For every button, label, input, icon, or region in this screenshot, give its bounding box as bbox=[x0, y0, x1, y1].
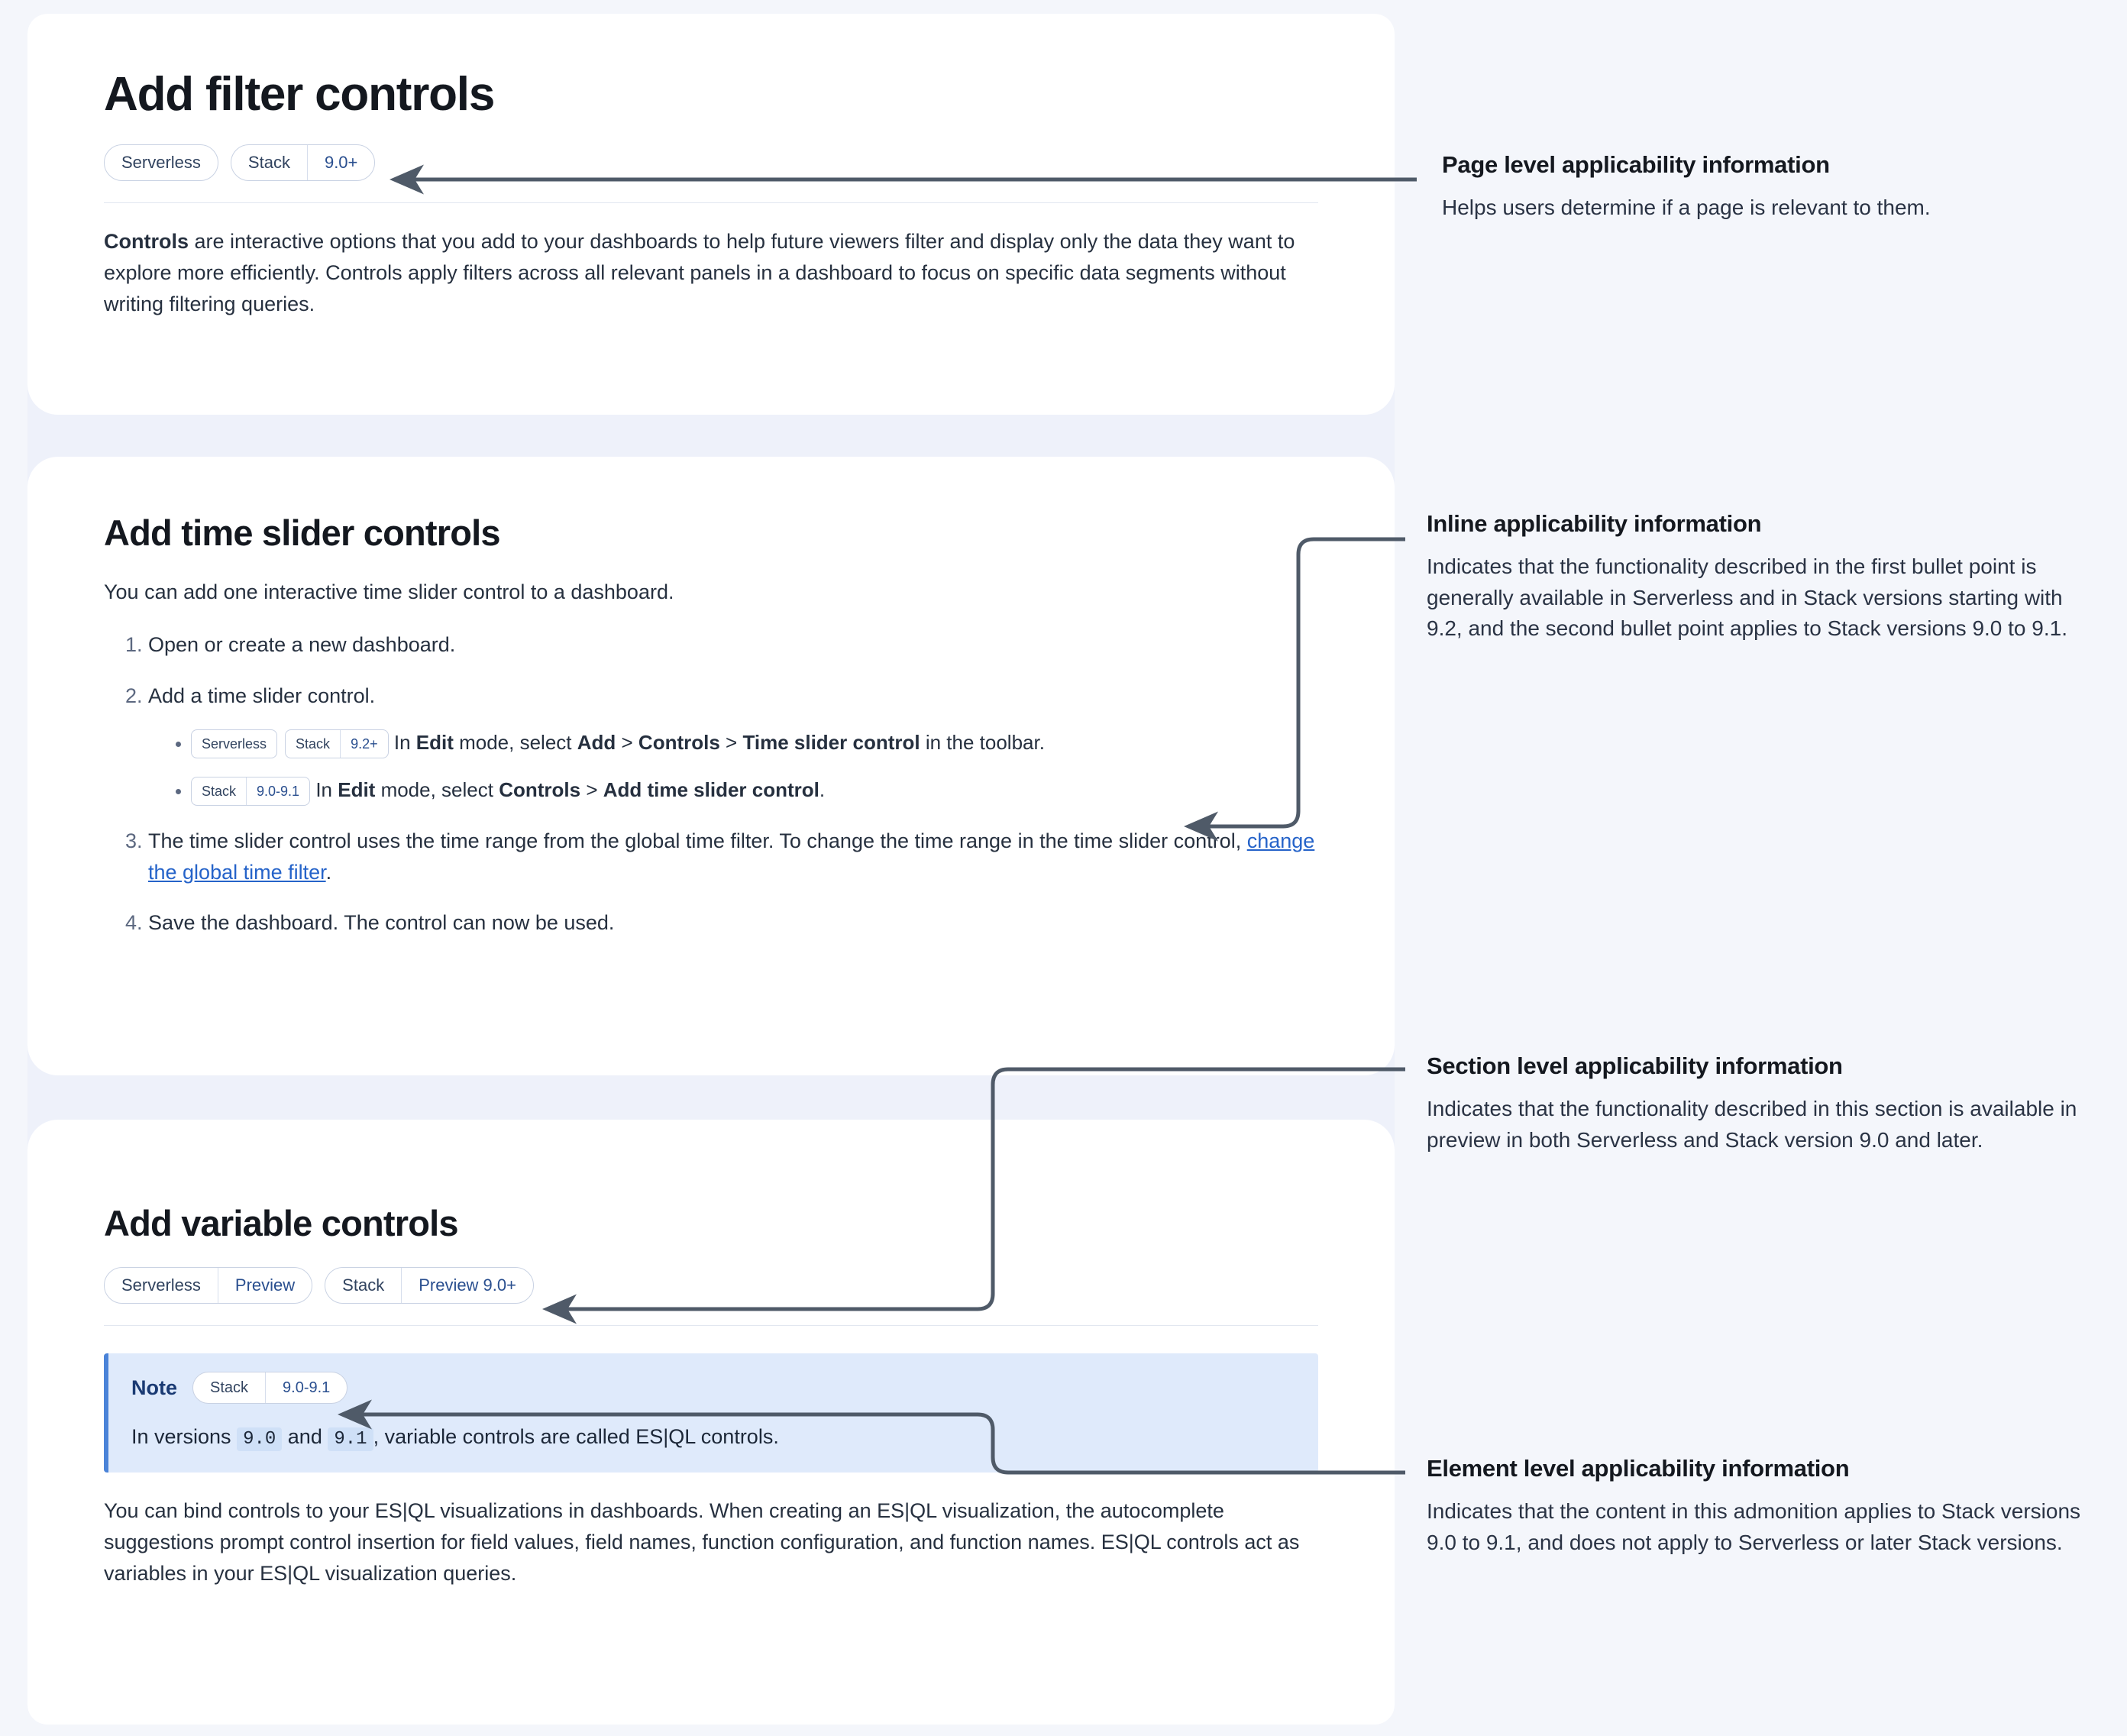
inline-badges-legacy bbox=[191, 777, 310, 806]
list-item bbox=[148, 629, 1318, 661]
divider bbox=[104, 1325, 1318, 1326]
badge-segment: Stack bbox=[247, 153, 290, 172]
annotation-body: Indicates that the functionality described in the first bullet point is generally available in Serverless and in Stack versions starting with 9.2, and the second bullet point applies to Stack versions 9.0 to 9.1. bbox=[1427, 554, 2067, 641]
badge-segment-version: 9.2+ bbox=[340, 730, 388, 758]
time-slider-steps bbox=[104, 629, 1318, 939]
annotation-title: Page level applicability information bbox=[1442, 151, 1830, 178]
badge-segment: Serverless bbox=[121, 153, 201, 172]
badge-segment: • Stack bbox=[202, 783, 237, 799]
section-title-time-slider: Add time slider controls bbox=[104, 512, 500, 553]
list-item bbox=[148, 680, 1318, 807]
inline-code: 9.1 bbox=[328, 1427, 373, 1451]
time-slider-section-panel bbox=[27, 457, 1395, 1075]
list-item bbox=[191, 728, 1318, 758]
badge-segment: Stack bbox=[210, 1379, 249, 1396]
list-item bbox=[148, 907, 1318, 939]
note-admonition bbox=[104, 1353, 1318, 1473]
inline-code: 9.0 bbox=[237, 1427, 282, 1451]
note-text: In versions 9.0 and 9.1 , variable controls are called ES|QL controls. bbox=[131, 1425, 779, 1450]
badge-segment-lifecycle-version: Preview 9.0+ bbox=[401, 1268, 533, 1303]
badge-serverless-preview bbox=[104, 1267, 312, 1304]
documentation-preview bbox=[27, 14, 1395, 1725]
page-applicability-badges bbox=[104, 144, 1318, 181]
badge-stack-version bbox=[192, 1372, 347, 1404]
badge-segment: Stack bbox=[342, 1275, 385, 1295]
badge-segment: • Serverless bbox=[202, 735, 267, 752]
badge-segment-version: 9.0+ bbox=[307, 145, 374, 180]
annotation-body: Helps users determine if a page is relevant to them. bbox=[1442, 196, 1931, 219]
step-text-after: . bbox=[325, 860, 332, 884]
badge-stack-preview bbox=[325, 1267, 534, 1304]
page-title: Add filter controls bbox=[104, 68, 495, 121]
annotation-title: Section level applicability information bbox=[1427, 1052, 1843, 1079]
bullet-text: In Edit mode, select Add > Controls > Time slider control in the toolbar. bbox=[393, 731, 1045, 755]
intro-rest: are interactive options that you add to your dashboards to help future viewers filter and display only the data they want to explore more efficiently. Controls apply filters across all relevant panels in a dashboard to focus on specific data segments without writing filtering queries. bbox=[104, 230, 1295, 316]
intro-paragraph bbox=[104, 226, 1311, 320]
badge-segment-version: 9.0-9.1 bbox=[246, 777, 309, 805]
annotation-body: Indicates that the content in this admonition applies to Stack versions 9.0 to 9.1, and does not apply to Serverless or later Stack versions. bbox=[1427, 1499, 2081, 1554]
badge-segment: Serverless bbox=[121, 1275, 201, 1295]
badge-serverless bbox=[191, 729, 277, 758]
badge-segment-lifecycle: Preview bbox=[218, 1268, 312, 1303]
badge-segment: Stack bbox=[296, 735, 331, 752]
list-item bbox=[148, 826, 1318, 887]
badge-stack-version bbox=[191, 777, 310, 806]
time-slider-intro: You can add one interactive time slider control to a dashboard. bbox=[104, 580, 674, 603]
section-applicability-badges bbox=[104, 1267, 1318, 1304]
note-header bbox=[131, 1372, 1295, 1404]
divider bbox=[104, 202, 1318, 203]
inline-badges-ga bbox=[191, 729, 389, 758]
bullet-text: In Edit mode, select Controls > Add time slider control. bbox=[315, 778, 826, 802]
annotation-page-level bbox=[1442, 151, 2106, 224]
annotation-element-level bbox=[1427, 1455, 2091, 1558]
step-text: Open or create a new dashboard. bbox=[148, 633, 456, 657]
badge-stack-version bbox=[231, 144, 375, 181]
annotation-title: Element level applicability information bbox=[1427, 1455, 1850, 1482]
note-label: Note bbox=[131, 1376, 177, 1399]
intro-lead: Controls bbox=[104, 230, 189, 253]
list-item bbox=[191, 775, 1318, 806]
annotation-title: Inline applicability information bbox=[1427, 510, 1762, 537]
badge-stack-version bbox=[285, 729, 389, 758]
global-time-filter-link[interactable]: change the global time filter bbox=[148, 829, 1315, 884]
step-text: Save the dashboard. The control can now be used. bbox=[148, 911, 615, 935]
page-header-panel bbox=[27, 14, 1395, 415]
variable-controls-body: You can bind controls to your ES|QL visualizations in dashboards. When creating an ES|QL visualization, the autocomplete suggestions prompt control insertion for field values, field names, function configuration, and function names. ES|QL controls act as variables in your ES|QL visualization queries. bbox=[104, 1499, 1300, 1586]
badge-serverless bbox=[104, 144, 218, 181]
step-text-before: The time slider control uses the time range from the global time filter. To change the time range in the time slider control, bbox=[148, 829, 1247, 853]
annotation-section-level bbox=[1427, 1052, 2091, 1156]
inline-applicability-bullets bbox=[148, 728, 1318, 806]
variable-controls-section-panel bbox=[27, 1120, 1395, 1725]
annotation-body: Indicates that the functionality described in this section is available in preview in both Serverless and Stack version 9.0 and later. bbox=[1427, 1097, 2077, 1152]
section-title-variable-controls: Add variable controls bbox=[104, 1203, 458, 1243]
step-text: Add a time slider control. bbox=[148, 684, 376, 707]
annotation-inline-level bbox=[1427, 510, 2091, 645]
badge-segment-version: 9.0-9.1 bbox=[265, 1372, 347, 1403]
